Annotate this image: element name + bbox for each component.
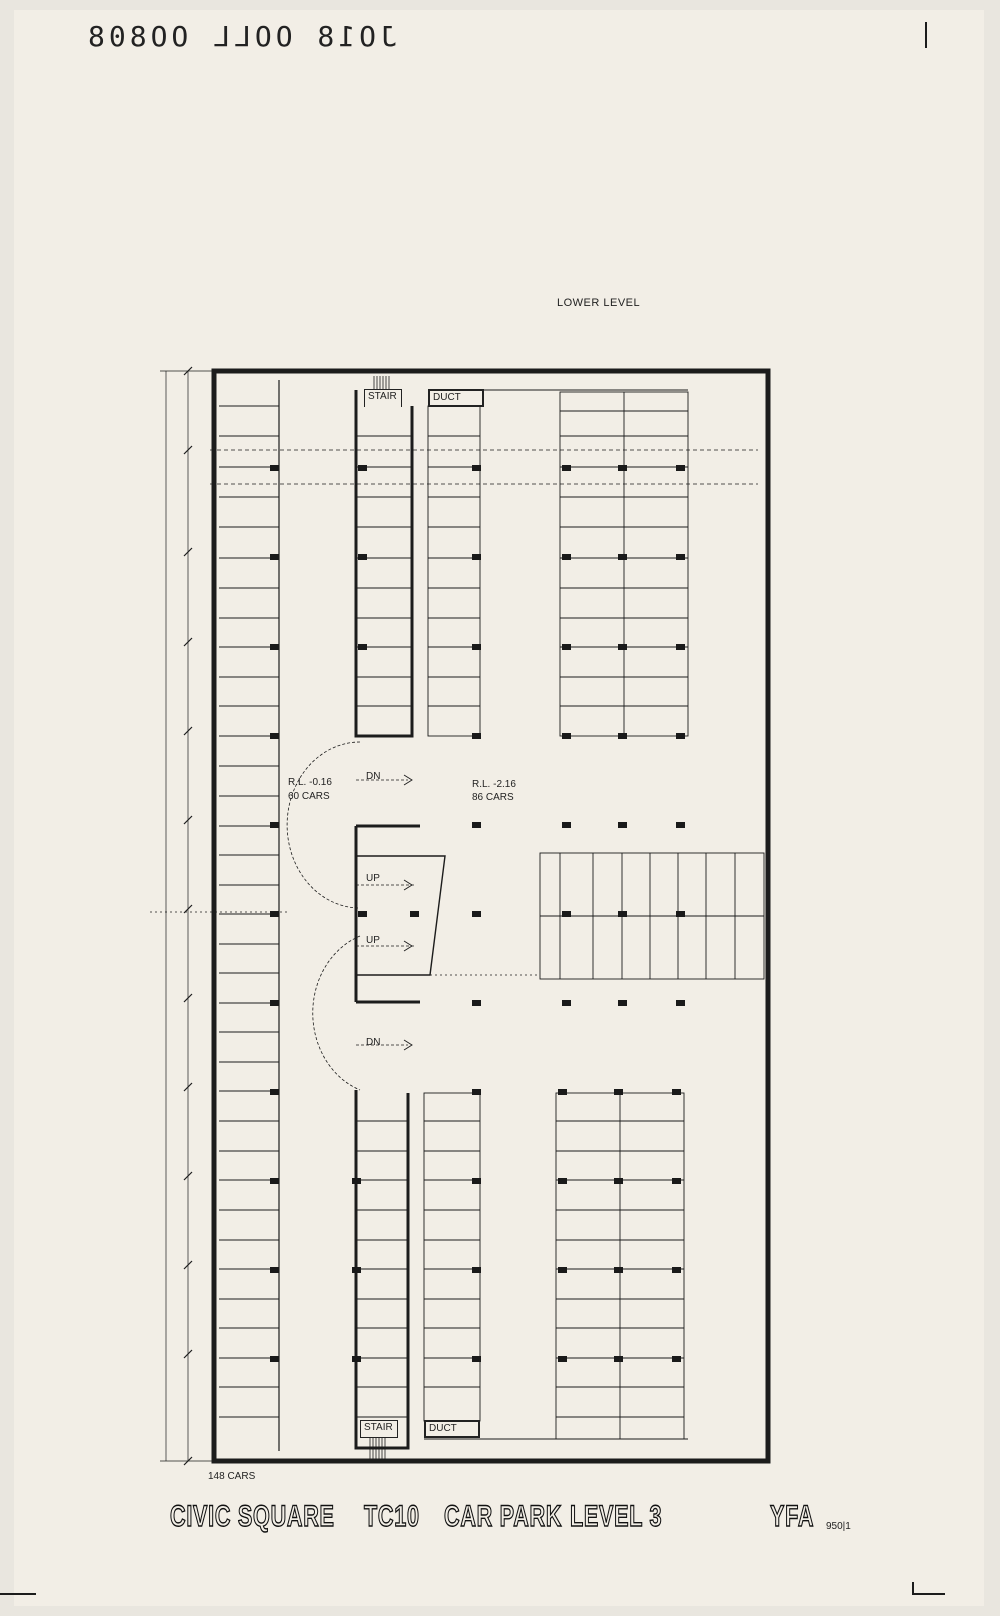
ramp-down-top: DN [366,771,381,782]
title-tc10: TC10 [364,1500,420,1533]
level-heading: LOWER LEVEL [557,297,641,309]
title-civic-square: CIVIC SQUARE [170,1500,335,1533]
duct-label-top: DUCT [428,389,484,407]
handwritten-reference: JO18 OOLL OO808 [84,20,397,53]
sheet-number: 950|1 [826,1521,851,1532]
ramp-up-1: UP [366,873,380,884]
bay-lines-right-middle [540,853,764,979]
ramp-up-2: UP [366,935,380,946]
columns [270,465,685,1362]
left-zone-cars: 60 CARS [288,791,330,802]
stair-label-bottom: STAIR [360,1420,398,1438]
right-zone-level: R.L. -2.16 [472,779,516,790]
title-car-park: CAR PARK [444,1500,563,1533]
right-zone-cars: 86 CARS [472,792,514,803]
bay-lines-central-lower [356,1093,688,1439]
bay-lines-central-upper [356,390,688,736]
duct-label-bottom: DUCT [424,1420,480,1438]
stair-treads [370,376,389,1460]
total-cars: 148 CARS [208,1471,256,1482]
left-zone-level: R.L. -0.16 [288,777,332,788]
title-firm: YFA [770,1500,815,1533]
title-level: LEVEL 3 [570,1500,663,1533]
ramp-down-bottom: DN [366,1037,381,1048]
stair-label-top: STAIR [364,389,402,407]
